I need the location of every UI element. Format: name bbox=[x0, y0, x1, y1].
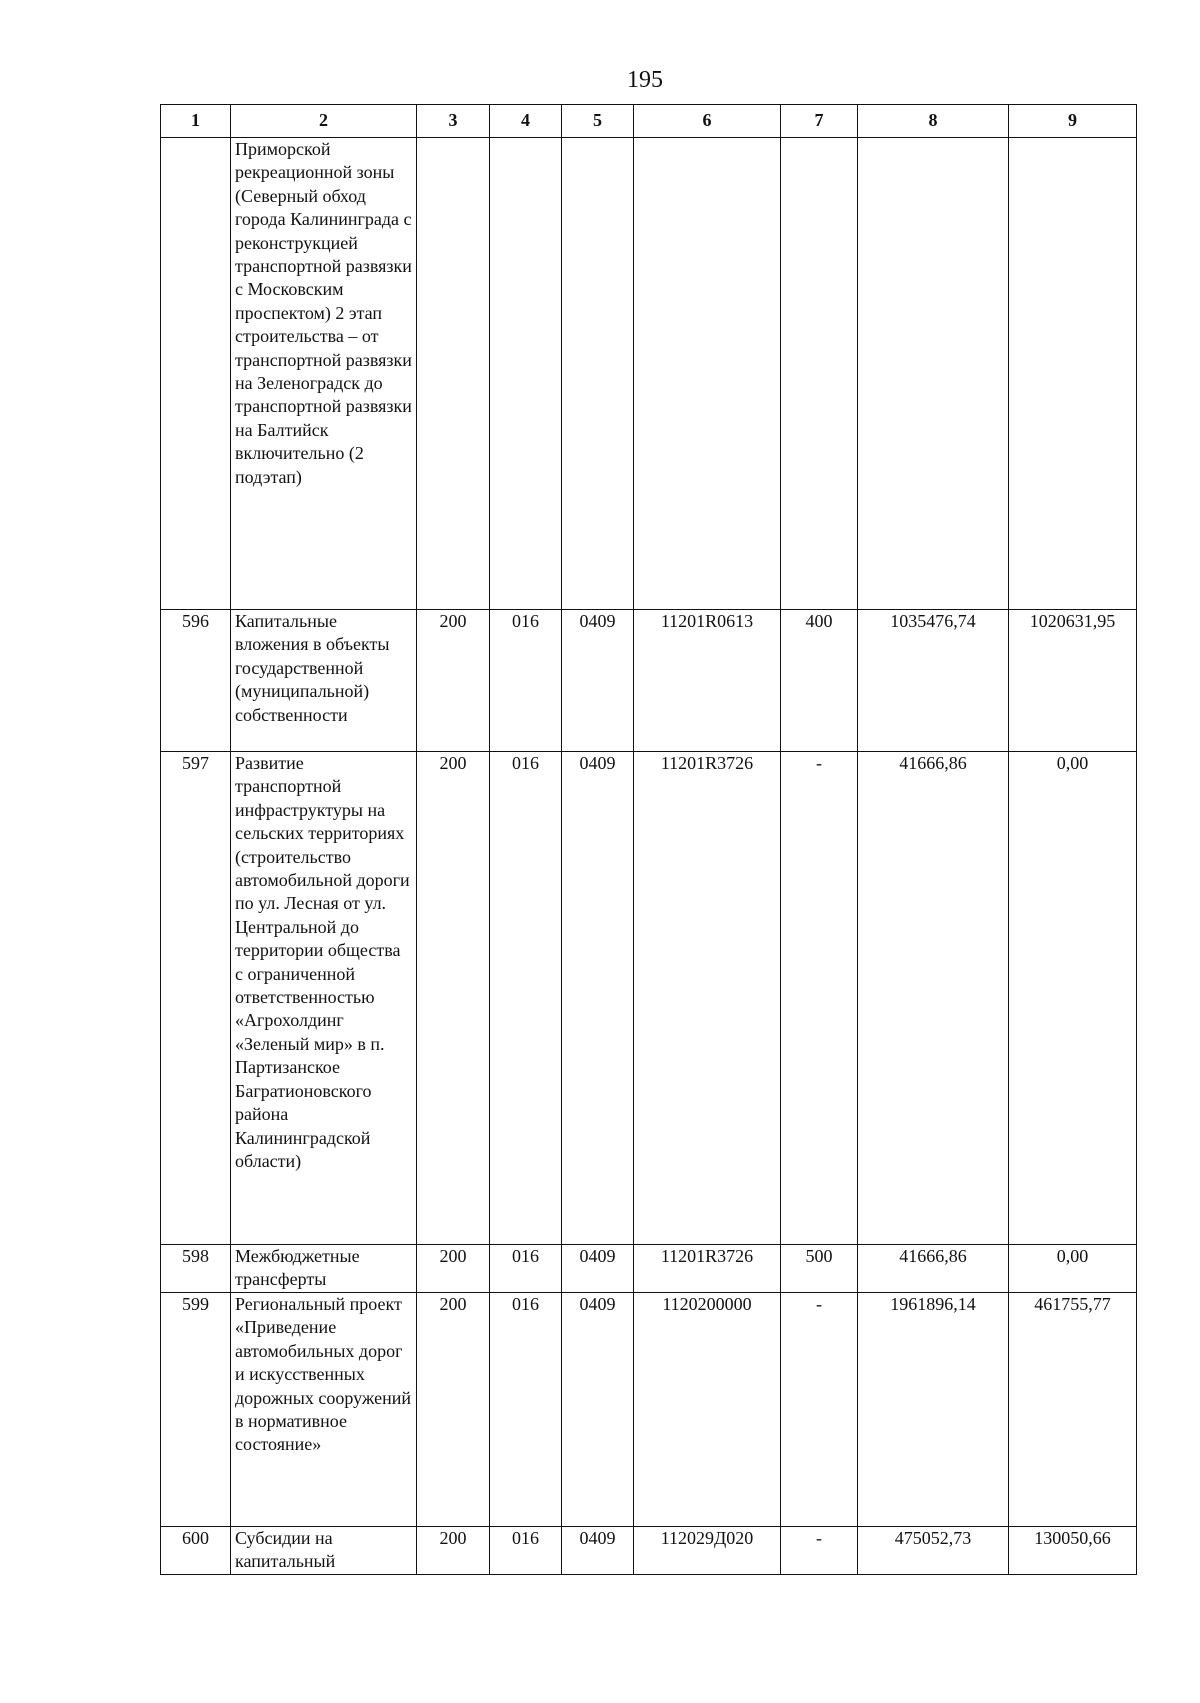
cell-col5: 0409 bbox=[562, 1527, 634, 1575]
cell-col7 bbox=[781, 138, 858, 610]
table-row bbox=[161, 1293, 1137, 1527]
row-number-cell: 600 bbox=[161, 1527, 231, 1575]
header-row bbox=[161, 105, 1137, 138]
cell-col7: - bbox=[781, 1293, 858, 1527]
page-number: 195 bbox=[627, 67, 663, 93]
row-name-cell: Приморской рекреационной зоны (Северный обход города Калининграда с реконструкцией транспортной развязки с Московским проспектом) 2 этап строительства – от транспортной развязки на Зеленоградск до транспортной развязки на Балтийск включительно (2 подэтап) bbox=[231, 138, 417, 610]
cell-col5: 0409 bbox=[562, 1245, 634, 1293]
row-number-cell: 598 bbox=[161, 1245, 231, 1293]
row-number-cell: 599 bbox=[161, 1293, 231, 1527]
cell-col8: 1035476,74 bbox=[858, 610, 1009, 752]
cell-col7: 400 bbox=[781, 610, 858, 752]
column-header: 2 bbox=[231, 105, 417, 138]
row-name-cell: Региональный проект «Приведение автомобильных дорог и искусственных дорожных сооружений в нормативное состояние» bbox=[231, 1293, 417, 1527]
cell-col9: 0,00 bbox=[1009, 752, 1137, 1245]
cell-col3: 200 bbox=[417, 1293, 490, 1527]
cell-col3: 200 bbox=[417, 1527, 490, 1575]
row-name-cell: Межбюджетные трансферты bbox=[231, 1245, 417, 1293]
cell-col8: 475052,73 bbox=[858, 1527, 1009, 1575]
column-header: 9 bbox=[1009, 105, 1137, 138]
column-header: 1 bbox=[161, 105, 231, 138]
table-row bbox=[161, 752, 1137, 1245]
cell-col6: 112029Д020 bbox=[634, 1527, 781, 1575]
cell-col9: 461755,77 bbox=[1009, 1293, 1137, 1527]
cell-col8: 41666,86 bbox=[858, 1245, 1009, 1293]
table-row bbox=[161, 610, 1137, 752]
cell-col6: 11201R3726 bbox=[634, 752, 781, 1245]
row-number-cell: 596 bbox=[161, 610, 231, 752]
cell-col7: 500 bbox=[781, 1245, 858, 1293]
row-name-cell: Капитальные вложения в объекты государственной (муниципальной) собственности bbox=[231, 610, 417, 752]
cell-col3: 200 bbox=[417, 610, 490, 752]
cell-col5: 0409 bbox=[562, 752, 634, 1245]
cell-col4 bbox=[490, 138, 562, 610]
cell-col4: 016 bbox=[490, 1293, 562, 1527]
cell-col5: 0409 bbox=[562, 1293, 634, 1527]
budget-table bbox=[160, 104, 1137, 1575]
row-name-cell: Развитие транспортной инфраструктуры на сельских территориях (строительство автомобильной дороги по ул. Лесная от ул. Центральной до территории общества с ограниченной ответственностью «Агрохолдинг «Зеленый мир» в п. Партизанское Багратионовского района Калининградской области) bbox=[231, 752, 417, 1245]
column-header: 4 bbox=[490, 105, 562, 138]
column-header: 8 bbox=[858, 105, 1009, 138]
cell-col7: - bbox=[781, 1527, 858, 1575]
column-header: 3 bbox=[417, 105, 490, 138]
cell-col9: 1020631,95 bbox=[1009, 610, 1137, 752]
cell-col5: 0409 bbox=[562, 610, 634, 752]
cell-col4: 016 bbox=[490, 610, 562, 752]
cell-col6: 11201R3726 bbox=[634, 1245, 781, 1293]
cell-col9: 0,00 bbox=[1009, 1245, 1137, 1293]
column-header: 5 bbox=[562, 105, 634, 138]
cell-col4: 016 bbox=[490, 752, 562, 1245]
cell-col6: 1120200000 bbox=[634, 1293, 781, 1527]
cell-col3: 200 bbox=[417, 752, 490, 1245]
cell-col8: 41666,86 bbox=[858, 752, 1009, 1245]
cell-col5 bbox=[562, 138, 634, 610]
cell-col7: - bbox=[781, 752, 858, 1245]
table-row bbox=[161, 138, 1137, 610]
table-row bbox=[161, 1527, 1137, 1575]
row-number-cell: 597 bbox=[161, 752, 231, 1245]
cell-col8 bbox=[858, 138, 1009, 610]
cell-col3: 200 bbox=[417, 1245, 490, 1293]
cell-col9: 130050,66 bbox=[1009, 1527, 1137, 1575]
row-number-cell bbox=[161, 138, 231, 610]
column-header: 7 bbox=[781, 105, 858, 138]
row-name-cell: Субсидии на капитальный bbox=[231, 1527, 417, 1575]
cell-col4: 016 bbox=[490, 1245, 562, 1293]
cell-col9 bbox=[1009, 138, 1137, 610]
cell-col8: 1961896,14 bbox=[858, 1293, 1009, 1527]
cell-col3 bbox=[417, 138, 490, 610]
cell-col6: 11201R0613 bbox=[634, 610, 781, 752]
column-header: 6 bbox=[634, 105, 781, 138]
cell-col6 bbox=[634, 138, 781, 610]
cell-col4: 016 bbox=[490, 1527, 562, 1575]
table-row bbox=[161, 1245, 1137, 1293]
